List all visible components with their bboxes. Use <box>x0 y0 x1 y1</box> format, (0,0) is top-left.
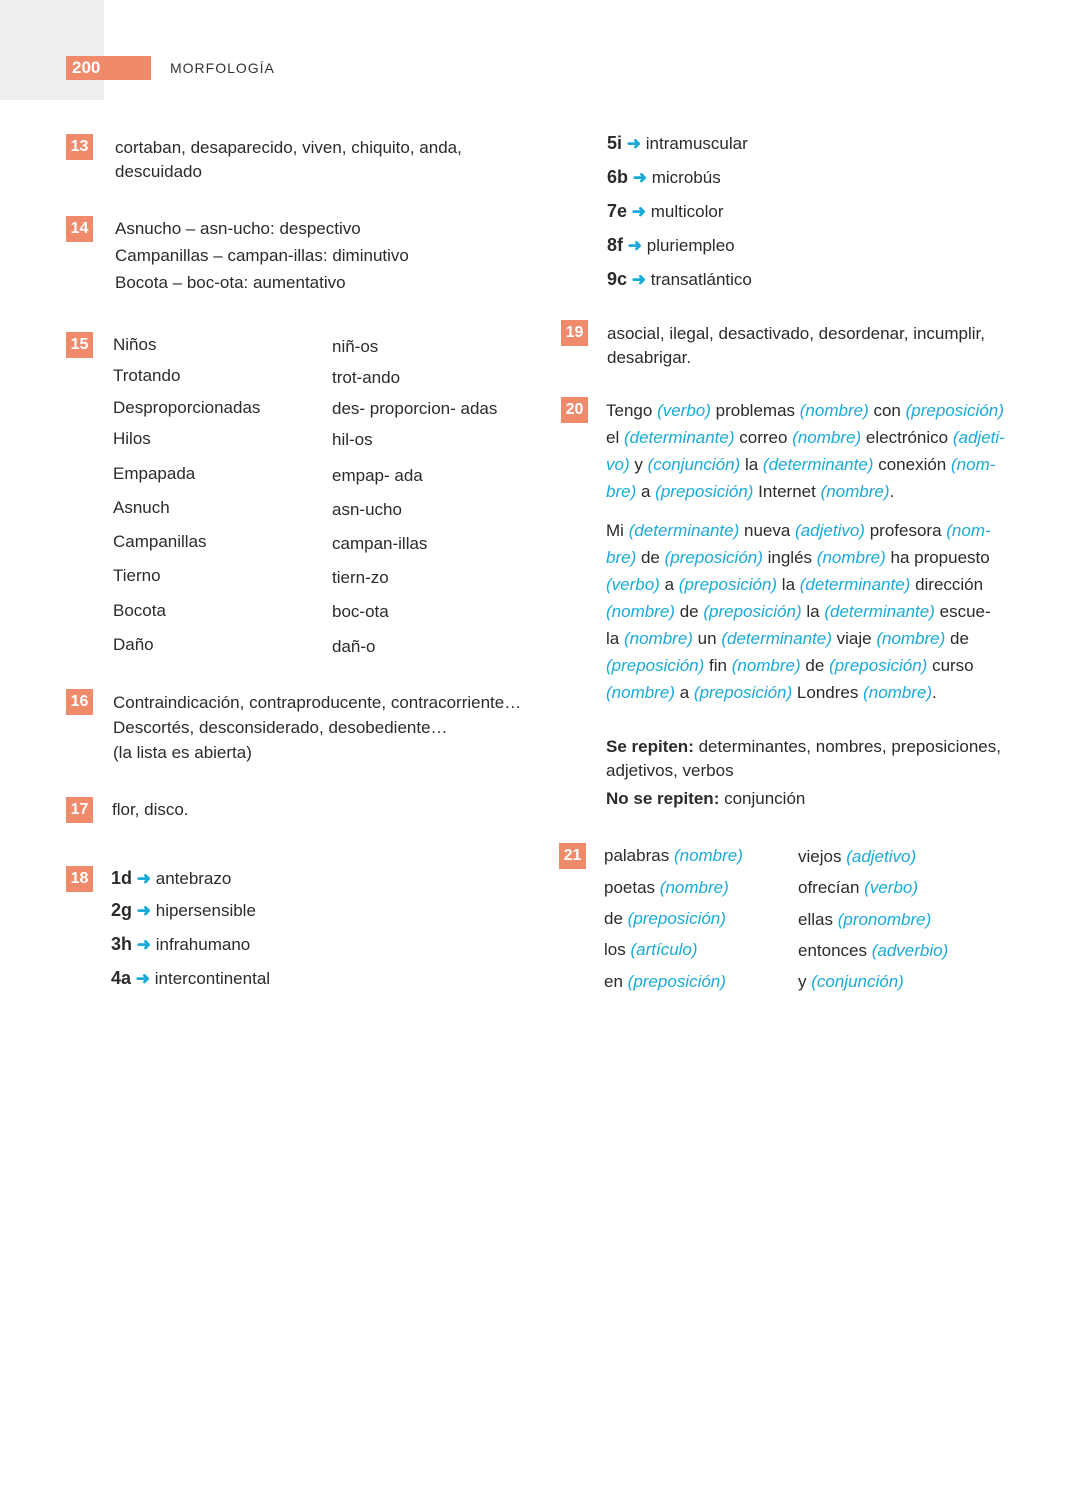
exercise-14-number: 14 <box>66 216 93 242</box>
exercise-16-number: 16 <box>66 689 93 715</box>
grammar-tag: (verbo) <box>606 575 660 594</box>
ex14-line: Campanillas – campan-illas: diminutivo <box>115 246 409 265</box>
word-text: en <box>604 972 623 991</box>
se-repiten-line <box>606 737 1001 757</box>
ex21-right-item <box>798 878 918 898</box>
grammar-tag: (preposición) <box>703 602 802 621</box>
ex20-p2-line <box>606 656 974 676</box>
ex18-key: 8f <box>607 235 624 255</box>
word-text: nueva <box>743 521 791 540</box>
ex19-line: desabrigar. <box>607 348 692 367</box>
word-text: viaje <box>836 629 872 648</box>
ex21-left-item <box>604 972 726 992</box>
grammar-tag: (nombre) <box>731 656 801 675</box>
grammar-tag: (adjeti- <box>952 428 1005 447</box>
exercise-13-number: 13 <box>66 134 93 160</box>
ex18-item <box>607 269 752 290</box>
ex20-p2-line <box>606 575 983 595</box>
word-text: Londres <box>796 683 859 702</box>
exercise-18-number: 18 <box>66 866 93 892</box>
grammar-tag: (determinante) <box>628 521 740 540</box>
ex18-item <box>607 167 721 188</box>
grammar-tag: (preposición) <box>693 683 793 702</box>
grammar-tag: (adjetivo) <box>846 847 917 866</box>
word-text: entonces <box>798 941 867 960</box>
word-text: de <box>805 656 825 675</box>
ex18-item <box>111 934 250 955</box>
ex18-key: 1d <box>111 868 133 888</box>
ex15-split: asn-ucho <box>332 500 402 519</box>
ex15-word: Asnuch <box>113 498 170 517</box>
ex19-line: asocial, ilegal, desactivado, desordenar, incumplir, <box>607 324 985 343</box>
ex18-word: multicolor <box>650 202 724 221</box>
arrow-right-icon: ➜ <box>136 935 151 954</box>
word-text: ha propuesto <box>890 548 990 567</box>
ex21-right-item <box>798 941 948 961</box>
word-text: curso <box>932 656 974 675</box>
grammar-tag: (determinante) <box>799 575 911 594</box>
word-text: Internet <box>758 482 816 501</box>
ex18-word: infrahumano <box>155 935 251 954</box>
ex21-left-item <box>604 878 729 898</box>
grammar-tag: (nombre) <box>876 629 946 648</box>
grammar-tag: (preposición) <box>664 548 763 567</box>
ex15-split: dañ-o <box>332 637 376 656</box>
word-text: Tengo <box>606 401 653 420</box>
ex18-word: microbús <box>651 168 721 187</box>
grammar-tag: (determinante) <box>721 629 832 648</box>
grammar-tag: (preposición) <box>655 482 754 501</box>
arrow-right-icon: ➜ <box>631 202 647 221</box>
ex15-word: Campanillas <box>113 532 207 551</box>
grammar-tag: (preposición) <box>606 656 705 675</box>
word-text: dirección <box>915 575 984 594</box>
word-text: problemas <box>715 401 796 420</box>
ex18-item <box>607 235 735 256</box>
ex21-left-item <box>604 846 743 866</box>
exercise-15-number: 15 <box>66 332 93 358</box>
ex20-p2-line <box>606 521 991 541</box>
ex15-word: Niños <box>113 335 157 354</box>
corner-shade <box>0 0 104 100</box>
page-number: 200 <box>66 56 151 80</box>
word-text: y <box>798 972 807 991</box>
word-text: de <box>640 548 660 567</box>
ex18-key: 9c <box>607 269 628 289</box>
word-text: de <box>604 909 623 928</box>
grammar-tag: (verbo) <box>657 401 711 420</box>
word-text: inglés <box>767 548 813 567</box>
ex18-word: transatlántico <box>650 270 752 289</box>
grammar-tag: (artículo) <box>630 940 698 959</box>
word-text: . <box>889 482 895 501</box>
grammar-tag: (nombre) <box>606 602 675 621</box>
grammar-tag: (adjetivo) <box>795 521 865 540</box>
ex21-right-item <box>798 910 931 930</box>
word-text: un <box>697 629 717 648</box>
grammar-tag: (determinante) <box>762 455 874 474</box>
word-text: de <box>679 602 699 621</box>
ex20-p2-line <box>606 548 990 568</box>
grammar-tag: vo) <box>606 455 630 474</box>
word-text: a <box>640 482 651 501</box>
word-text: ofrecían <box>798 878 860 897</box>
ex15-word: Desproporcionadas <box>113 398 261 417</box>
grammar-tag: (nombre) <box>659 878 729 897</box>
se-repiten-line-2: adjetivos, verbos <box>606 761 734 780</box>
grammar-tag: (nombre) <box>820 482 890 501</box>
grammar-tag: (nombre) <box>799 401 869 420</box>
ex21-left-item <box>604 940 698 960</box>
ex18-item <box>111 968 270 989</box>
ex21-left-item <box>604 909 726 929</box>
arrow-right-icon: ➜ <box>627 236 642 255</box>
grammar-tag: (preposición) <box>627 909 726 928</box>
ex21-right-item <box>798 972 904 992</box>
ex18-word: intercontinental <box>154 969 271 988</box>
word-text: . <box>932 683 937 702</box>
ex15-word: Empapada <box>113 464 196 483</box>
ex13-line: cortaban, desaparecido, viven, chiquito, anda, <box>115 138 462 157</box>
grammar-tag: (nombre) <box>863 683 933 702</box>
grammar-tag: (nombre) <box>816 548 886 567</box>
arrow-right-icon: ➜ <box>631 270 647 289</box>
ex20-p1-line <box>606 428 1005 448</box>
grammar-tag: (preposición) <box>905 401 1004 420</box>
ex18-word: pluriempleo <box>646 236 735 255</box>
word-text: determinantes, nombres, preposiciones, <box>693 737 1001 756</box>
grammar-tag: (verbo) <box>864 878 919 897</box>
ex18-key: 5i <box>607 133 623 153</box>
word-text: ellas <box>798 910 833 929</box>
arrow-right-icon: ➜ <box>136 869 151 888</box>
ex15-word: Trotando <box>113 366 181 385</box>
word-text: con <box>873 401 901 420</box>
exercise-17-number: 17 <box>66 797 93 823</box>
grammar-tag: (preposición) <box>829 656 928 675</box>
ex18-word: antebrazo <box>155 869 232 888</box>
word-text: de <box>950 629 969 648</box>
grammar-tag: (preposición) <box>678 575 778 594</box>
grammar-tag: (conjunción) <box>811 972 904 991</box>
word-text: profesora <box>869 521 942 540</box>
word-text: viejos <box>798 847 842 866</box>
grammar-tag: (nombre) <box>673 846 743 865</box>
ex15-split: campan-illas <box>332 534 428 553</box>
word-text: escue- <box>939 602 991 621</box>
ex15-split: boc-ota <box>332 602 389 621</box>
grammar-tag: (preposición) <box>627 972 726 991</box>
ex15-word: Hilos <box>113 429 151 448</box>
ex15-split: des- proporcion- adas <box>332 399 498 418</box>
ex18-key: 4a <box>111 968 132 988</box>
ex18-key: 3h <box>111 934 133 954</box>
word-text: la <box>806 602 820 621</box>
ex15-word: Daño <box>113 635 154 654</box>
grammar-tag: (nombre) <box>792 428 862 447</box>
word-text: conjunción <box>719 789 806 808</box>
word-text: el <box>606 428 620 447</box>
ex15-split: tiern-zo <box>332 568 389 587</box>
word-text: la <box>606 629 620 648</box>
ex15-split: niñ-os <box>332 337 379 356</box>
word-text: Mi <box>606 521 624 540</box>
grammar-tag: (adverbio) <box>871 941 949 960</box>
exercise-20-number: 20 <box>561 397 588 423</box>
ex15-split: trot-ando <box>332 368 401 387</box>
ex15-word: Tierno <box>113 566 161 585</box>
grammar-tag: (nombre) <box>623 629 693 648</box>
no-se-repiten-line <box>606 789 805 809</box>
grammar-tag: (nom- <box>951 455 996 474</box>
grammar-tag: (conjunción) <box>647 455 741 474</box>
grammar-tag: bre) <box>606 482 637 501</box>
section-title: MORFOLOGÍA <box>170 60 275 76</box>
ex18-item <box>607 133 748 154</box>
ex14-line: Asnucho – asn-ucho: despectivo <box>115 219 361 238</box>
word-text: Se repiten: <box>606 737 694 756</box>
ex13-line: descuidado <box>115 162 202 181</box>
word-text: los <box>604 940 626 959</box>
ex16-line: Descortés, desconsiderado, desobediente… <box>113 718 448 737</box>
exercise-19-number: 19 <box>561 320 588 346</box>
ex18-key: 2g <box>111 900 133 920</box>
ex15-word: Bocota <box>113 601 166 620</box>
word-text: a <box>664 575 675 594</box>
word-text: a <box>679 683 690 702</box>
word-text: fin <box>709 656 727 675</box>
word-text: y <box>634 455 643 474</box>
ex20-p2-line <box>606 683 937 703</box>
word-text: la <box>781 575 796 594</box>
ex16-line: Contraindicación, contraproducente, contracorriente… <box>113 693 522 712</box>
ex18-key: 6b <box>607 167 629 187</box>
ex18-key: 7e <box>607 201 628 221</box>
grammar-tag: (nombre) <box>606 683 675 702</box>
ex20-p1-line <box>606 401 1004 421</box>
ex21-right-item <box>798 847 916 867</box>
ex14-line: Bocota – boc-ota: aumentativo <box>115 273 346 292</box>
grammar-tag: (determinante) <box>623 428 735 447</box>
word-text: electrónico <box>865 428 949 447</box>
ex20-p1-line <box>606 455 995 475</box>
arrow-right-icon: ➜ <box>135 969 151 988</box>
ex18-word: hipersensible <box>155 901 256 920</box>
word-text: la <box>744 455 759 474</box>
ex16-line: (la lista es abierta) <box>113 743 252 762</box>
grammar-tag: (pronombre) <box>837 910 932 929</box>
grammar-tag: (nom- <box>946 521 991 540</box>
word-text: palabras <box>604 846 670 865</box>
ex20-p2-line <box>606 629 969 649</box>
ex17-text: flor, disco. <box>112 800 189 819</box>
arrow-right-icon: ➜ <box>626 134 641 153</box>
word-text: No se repiten: <box>606 789 720 808</box>
grammar-tag: bre) <box>606 548 637 567</box>
ex20-p2-line <box>606 602 991 622</box>
ex20-p1-line <box>606 482 894 502</box>
word-text: poetas <box>604 878 656 897</box>
ex15-split: hil-os <box>332 430 373 449</box>
arrow-right-icon: ➜ <box>632 168 647 187</box>
word-text: conexión <box>878 455 947 474</box>
ex18-item <box>111 900 256 921</box>
exercise-21-number: 21 <box>559 843 586 869</box>
ex18-item <box>607 201 724 222</box>
ex18-item <box>111 868 231 889</box>
arrow-right-icon: ➜ <box>136 901 151 920</box>
grammar-tag: (determinante) <box>824 602 935 621</box>
ex15-split: empap- ada <box>332 466 423 485</box>
word-text: correo <box>739 428 788 447</box>
ex18-word: intramuscular <box>645 134 748 153</box>
